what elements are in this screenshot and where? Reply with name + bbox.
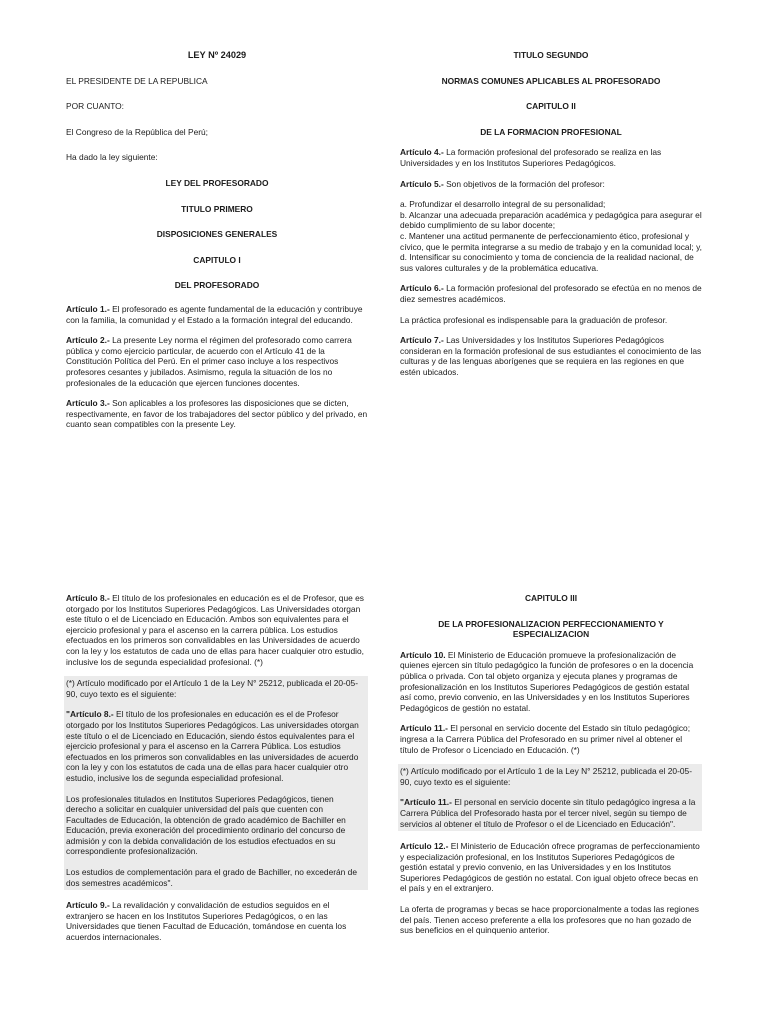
article-10-label: Artículo 10. bbox=[400, 649, 446, 660]
list-item: c. Mantener una actitud permanente de perfeccionamiento ético, profesional y cívico, que le permita integrarse a su medio de trabajo y en la comunidad local; y, bbox=[400, 230, 702, 252]
article-4 bbox=[400, 147, 702, 168]
list-item: b. Alcanzar una adecuada preparación académica y pedagógica para asegurar el debido cumplimiento de su labor docente; bbox=[400, 209, 702, 231]
article-6-extra: La práctica profesional es indispensable para la graduación de profesor. bbox=[400, 314, 668, 325]
article-10-text: El Ministerio de Educación promueve la profesionalización de quienes ejercen sin título pedagógico la función de profesores o en la docencia pública o privada. Con tal objeto organiza y ejecuta planes y programas de profesionalización en los Institutos Superiores Pedagógicos de gestión estatal así como, previo convenio, en las Universidades y en los Institutos Superiores Pedagógicos de gestión no estatal. bbox=[400, 649, 694, 713]
article-8-label: Artículo 8.- bbox=[66, 593, 110, 603]
article-11-label: Artículo 11.- bbox=[400, 723, 448, 734]
article-12-extra: La oferta de programas y becas se hace proporcionalmente a todas las regiones del país. Tienen acceso preferente a ella los profesores que no han gozado de sus beneficios en el quinquenio anterior. bbox=[400, 904, 699, 936]
article-2-text: La presente Ley norma el régimen del profesorado como carrera pública y como ejercicio particular, de acuerdo con el Artículo 41 de la Constitución Política del Perú. En el primer caso incluye a los respectivos profesores cesantes y jubilados. Asimismo, regula la situación de los no profesionales de la educación que ejercen funciones docentes. bbox=[66, 335, 352, 388]
article-6 bbox=[400, 283, 702, 304]
por-cuanto-line: POR CUANTO: bbox=[66, 101, 125, 112]
note-intro: (*) Artículo modificado por el Artículo 1 de la Ley N° 25212, publicada el 20-05-90, cuyo texto es el siguiente: bbox=[66, 678, 358, 699]
note-quoted-label: "Artículo 11.- bbox=[400, 797, 452, 808]
note-intro: (*) Artículo modificado por el Artículo 1 de la Ley N° 25212, publicada el 20-05-90, cuyo texto es el siguiente: bbox=[400, 766, 692, 787]
article-2-label: Artículo 2.- bbox=[66, 335, 110, 346]
article-8-text: El título de los profesionales en educación es el de Profesor, que es otorgado por los Institutos Superiores Pedagógicos. Las Universidades otorgan este título o el de Licenciado en Educación. Ambos son equivalentes para el ejercicio profesional y para el ascenso en la carrera pública. Los estudios efectuados en los primeros son convalidables en las Universidades de acuerdo con la ley y los estatutos de cada uno de ellas para hacer cualquier otro estudio, inclusive los de segunda especialidad profesional. (*) bbox=[66, 593, 364, 667]
list-item: d. Intensificar su conocimiento y toma de conciencia de la realidad nacional, de sus valores culturales y de la problemática educativa. bbox=[400, 252, 694, 273]
law-title: LEY Nº 24029 bbox=[187, 50, 247, 60]
article-9-text: La revalidación y convalidación de estudios seguidos en el extranjero se hacen en los Institutos Superiores Pedagógicos, o en las Universidades que tienen Facultad de Educación, tomándose en cuenta los acuerdos internacionales. bbox=[66, 900, 347, 943]
page-2-left-column bbox=[66, 593, 368, 943]
law-given-line: Ha dado la ley siguiente: bbox=[66, 152, 158, 163]
article-5 bbox=[400, 179, 702, 190]
article-7 bbox=[400, 335, 702, 377]
article-11 bbox=[400, 723, 702, 755]
article-6-text: La formación profesional del profesorado se efectúa en no menos de diez semestres académicos. bbox=[400, 283, 702, 304]
heading-formacion-profesional: DE LA FORMACION PROFESIONAL bbox=[480, 126, 622, 137]
article-12-text: El Ministerio de Educación ofrece programas de perfeccionamiento y especialización profesional, en los Institutos Superiores Pedagógicos de gestión estatal y previo convenio, en las Universidades y en los Institutos Superiores Pedagógicos de gestión no estatal. Con igual objeto ofrece becas en el país y en el extranjero. bbox=[400, 841, 700, 894]
note-paragraph-2: Los profesionales titulados en Institutos Superiores Pedagógicos, tienen derecho a solicitar en cualquier universidad del país que cuenten con Facultades de Educación, la obtención de grado académico de Bachiller en Educación, previa exoneración del procedimiento ordinario del concurso de admisión y con la debida convalidación de los estudios efectuados en su correspondiente profesionalización. bbox=[66, 793, 346, 857]
page-2-right-column bbox=[400, 593, 702, 936]
article-7-text: Las Universidades y los Institutos Superiores Pedagógicos consideran en la formación profesional de sus estudiantes el conocimiento de las culturas y de las lenguas aborígenes que se requiera en las regiones en que estén ubicados. bbox=[400, 335, 702, 377]
note-quoted-text: El personal en servicio docente sin título pedagógico ingresa a la Carrera Pública del Profesorado hasta por el tercer nivel, según su tiempo de servicios al obtener el título de Profesor o el de Licenciado en Educación". bbox=[400, 797, 696, 829]
page-1-left-column bbox=[66, 50, 368, 430]
heading-del-profesorado: DEL PROFESORADO bbox=[174, 280, 260, 291]
article-10 bbox=[400, 650, 702, 714]
heading-titulo-primero: TITULO PRIMERO bbox=[181, 203, 253, 214]
article-8 bbox=[66, 593, 368, 667]
article-9-label: Artículo 9.- bbox=[66, 900, 110, 911]
article-5-text: Son objetivos de la formación del profesor: bbox=[443, 178, 605, 189]
heading-disposiciones-generales: DISPOSICIONES GENERALES bbox=[156, 229, 278, 240]
article-5-objectives-list bbox=[400, 199, 702, 273]
article-3-label: Artículo 3.- bbox=[66, 398, 110, 409]
article-9 bbox=[66, 900, 368, 942]
heading-capitulo-iii: CAPITULO III bbox=[524, 593, 578, 603]
congress-line: El Congreso de la República del Perú; bbox=[66, 126, 208, 137]
article-3-text: Son aplicables a los profesores las disposiciones que se dicten, respectivamente, en favor de los trabajadores del sector público y del privado, en cuanto sean compatibles con la presente Ley. bbox=[66, 398, 368, 430]
heading-capitulo-ii: CAPITULO II bbox=[526, 101, 576, 112]
article-5-label: Artículo 5.- bbox=[400, 178, 444, 189]
note-quoted-label: "Artículo 8.- bbox=[66, 709, 114, 720]
note-quoted-article-8 bbox=[66, 709, 366, 783]
article-4-text: La formación profesional del profesorado se realiza en las Universidades y en los Institutos Superiores Pedagógicos. bbox=[400, 147, 662, 168]
list-item: a. Profundizar el desarrollo integral de su personalidad; bbox=[400, 199, 606, 210]
article-11-modification-note bbox=[398, 764, 702, 831]
article-11-text: El personal en servicio docente del Estado sin título pedagógico; ingresa a la Carrera Pública del Profesorado en su primer nivel al obtener el título de Profesor o Licenciado en Educación. (*) bbox=[400, 723, 691, 755]
article-7-label: Artículo 7.- bbox=[400, 335, 444, 346]
heading-normas-comunes: NORMAS COMUNES APLICABLES AL PROFESORADO bbox=[441, 75, 661, 86]
article-8-modification-note bbox=[64, 676, 368, 890]
president-line: EL PRESIDENTE DE LA REPUBLICA bbox=[66, 75, 208, 86]
note-quoted-text: El título de los profesionales en educación es el de Profesor otorgado por los Institutos Superiores Pedagógicos. Las universidades otorgan este título o el de Licenciado en Educación, siendo éstos equivalentes para el ejercicio profesional y para el ascenso en la Carrera Pública. Los estudios efectuados en los primeros son convalidables en las universidades de acuerdo con la ley y con los estatutos de cada una de ellas para hacer cualquier otro estudio, inclusive los de segunda especialidad profesional. bbox=[66, 709, 359, 783]
article-12-label: Artículo 12.- bbox=[400, 841, 449, 852]
article-1-text: El profesorado es agente fundamental de la educación y contribuye con la familia, la comunidad y el Estado a la formación integral del educando. bbox=[66, 303, 363, 325]
article-3 bbox=[66, 398, 368, 430]
heading-profesionalizacion: DE LA PROFESIONALIZACION PERFECCIONAMIENTO Y ESPECIALIZACION bbox=[438, 618, 664, 640]
heading-ley-profesorado: LEY DEL PROFESORADO bbox=[165, 177, 269, 188]
article-6-label: Artículo 6.- bbox=[400, 283, 444, 294]
article-1-label: Artículo 1.- bbox=[66, 303, 110, 314]
note-quoted-article-11 bbox=[400, 797, 700, 829]
article-4-label: Artículo 4.- bbox=[400, 147, 444, 158]
article-12 bbox=[400, 841, 702, 894]
heading-capitulo-i: CAPITULO I bbox=[193, 254, 241, 265]
heading-titulo-segundo: TITULO SEGUNDO bbox=[513, 50, 589, 60]
article-1 bbox=[66, 304, 368, 325]
page-1-right-column bbox=[400, 50, 702, 377]
article-2 bbox=[66, 335, 368, 388]
note-paragraph-3: Los estudios de complementación para el grado de Bachiller, no excederán de dos semestres académicos". bbox=[66, 867, 357, 888]
